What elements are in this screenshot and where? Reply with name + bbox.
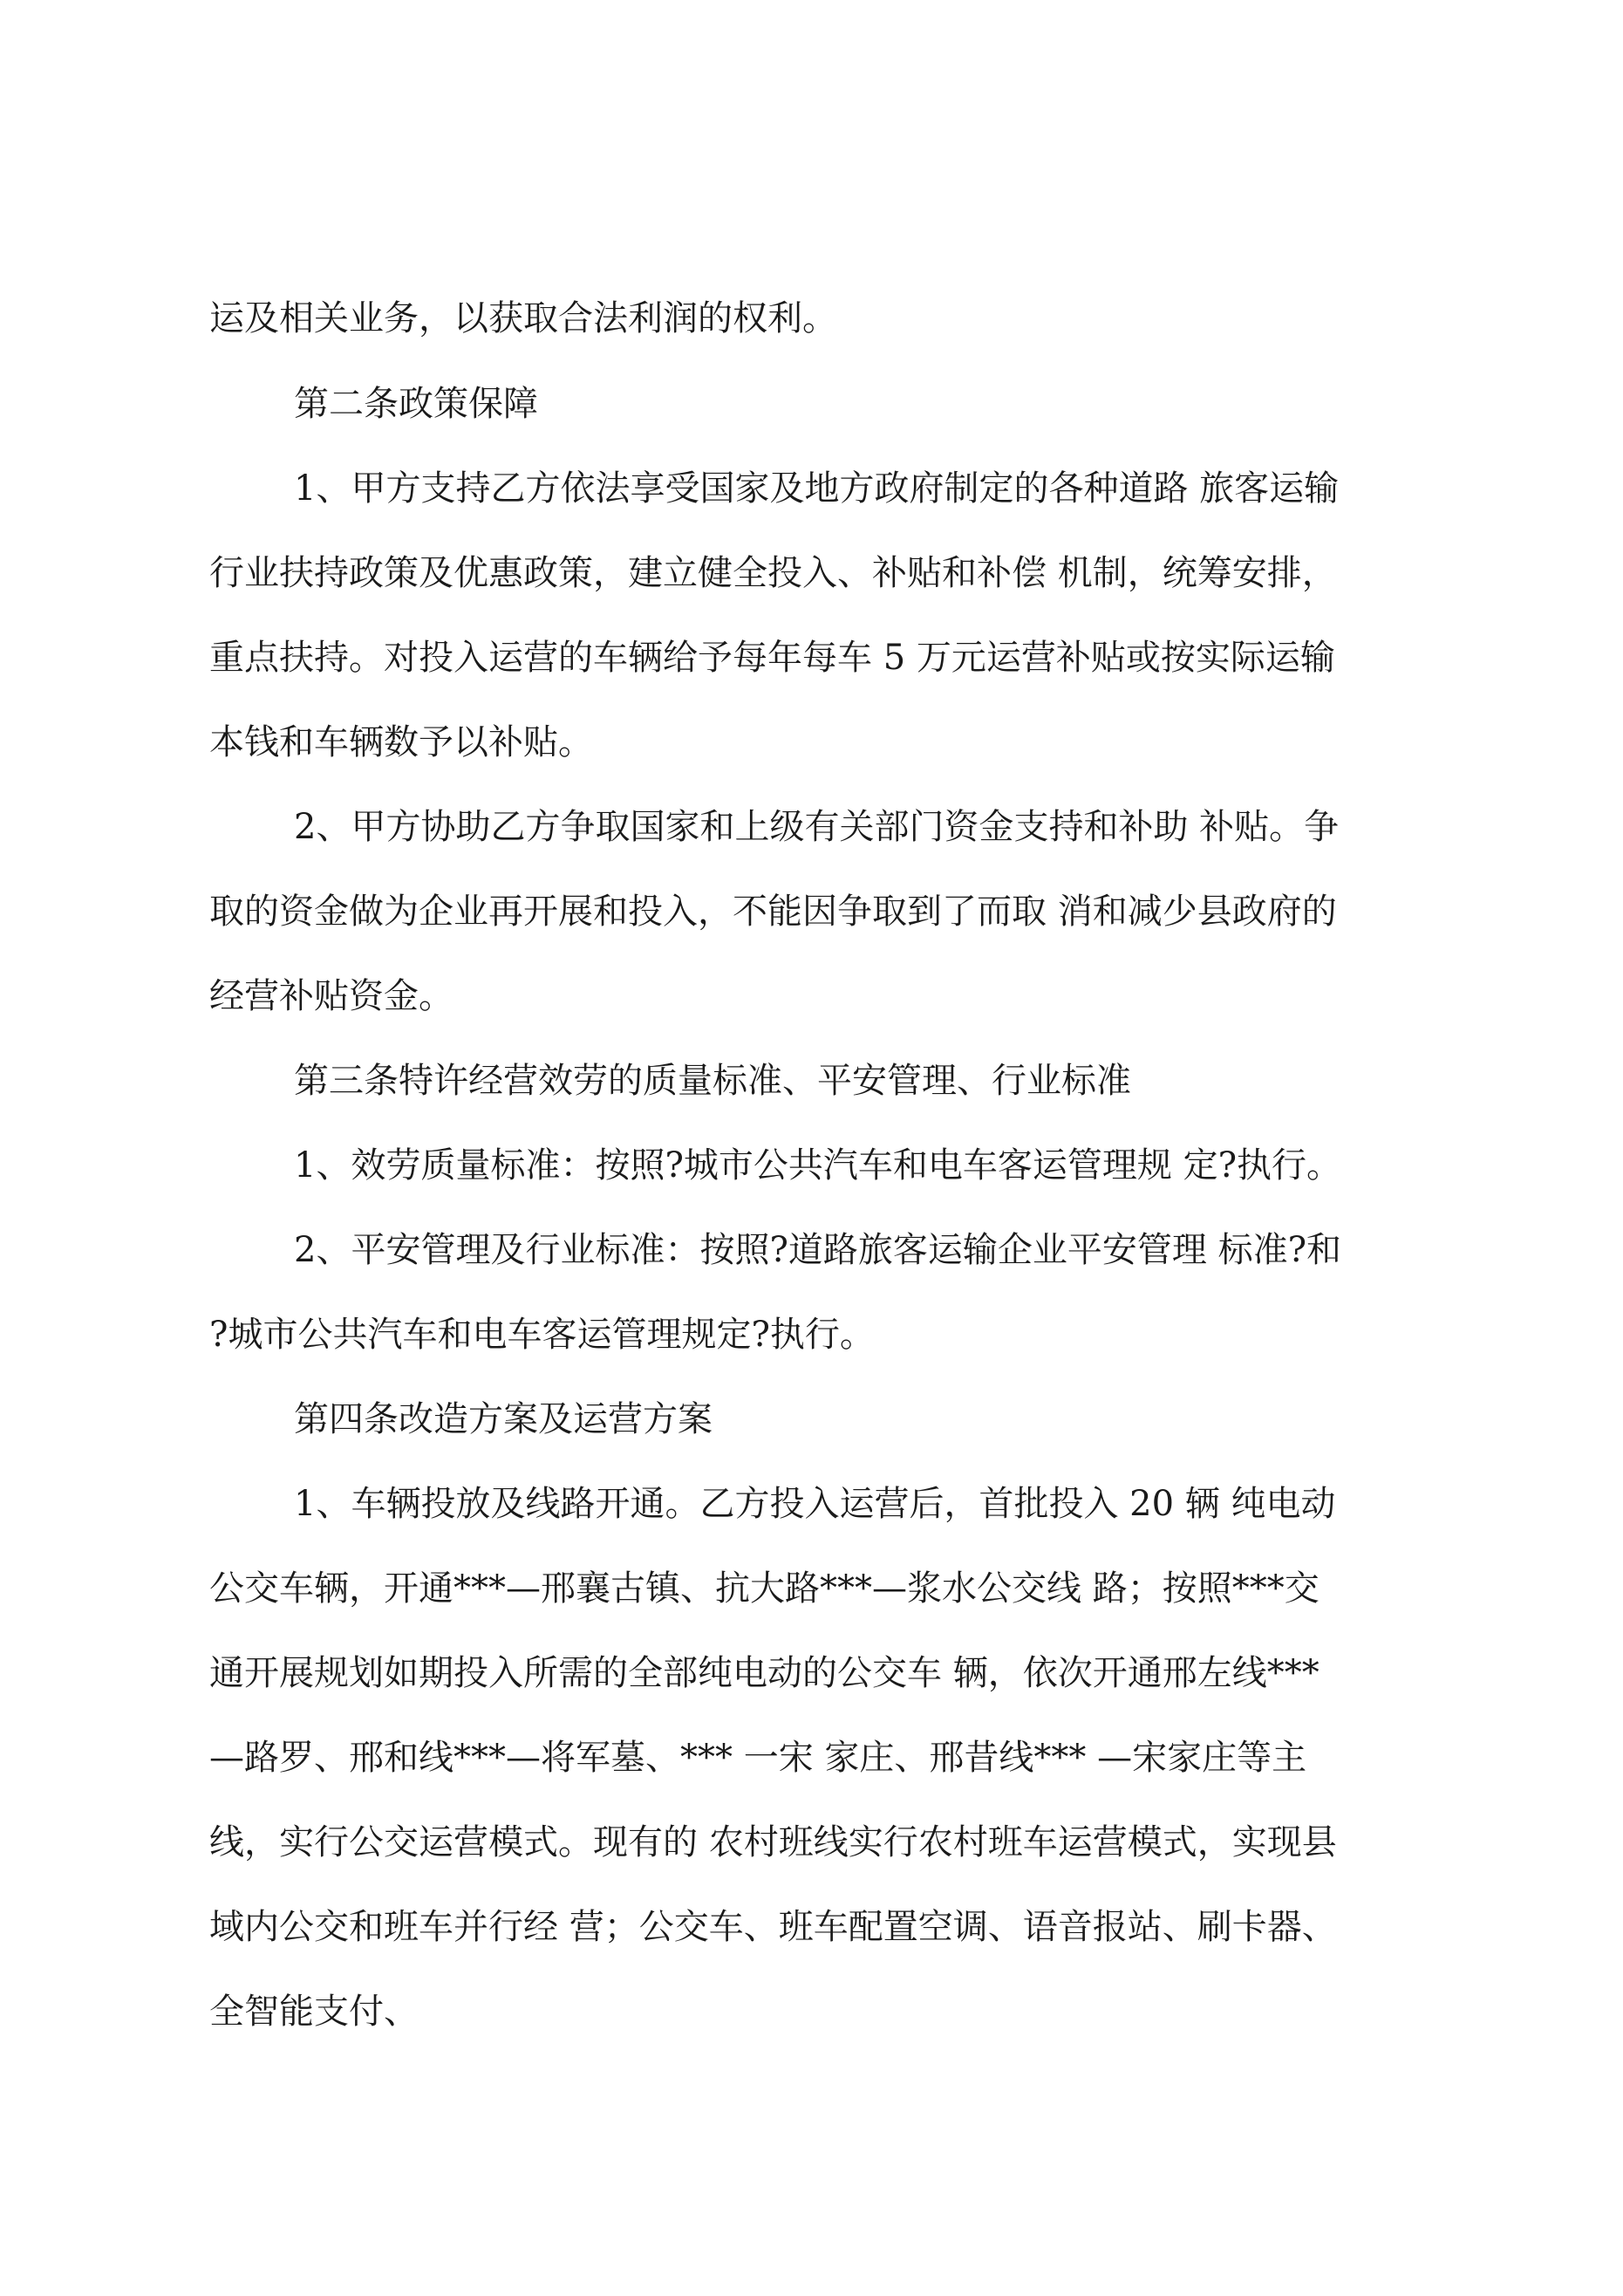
text-line: ?城市公共汽车和电车客运管理规定?执行。 [209, 1315, 875, 1355]
text-line: 重点扶持。对投入运营的车辆给予每年每车 5 万元运营补贴或按实际运输 [209, 638, 1335, 678]
text-line: 运及相关业务，以获取合法利润的权利。 [209, 298, 837, 338]
text-line: 本钱和车辆数予以补贴。 [209, 722, 593, 762]
section-heading: 第四条改造方案及运营方案 [294, 1399, 713, 1439]
text-line: 公交车辆，开通***—邢襄古镇、抗大路***—浆水公交线 路；按照***交 [209, 1568, 1320, 1609]
text-line: 1、甲方支持乙方依法享受国家及地方政府制定的各种道路 旅客运输 [294, 468, 1340, 509]
text-line: —路罗、邢和线***—将军墓、*** 一宋 家庄、邢昔线*** —宋家庄等主 [209, 1738, 1307, 1778]
text-line: 经营补贴资金。 [209, 976, 453, 1016]
text-line: 2、甲方协助乙方争取国家和上级有关部门资金支持和补助 补贴。争 [294, 807, 1340, 847]
text-line: 1、效劳质量标准：按照?城市公共汽车和电车客运管理规 定?执行。 [294, 1145, 1342, 1186]
text-line: 通开展规划如期投入所需的全部纯电动的公交车 辆，依次开通邢左线*** [209, 1653, 1320, 1693]
text-line: 2、平安管理及行业标准：按照?道路旅客运输企业平安管理 标准?和 [294, 1230, 1342, 1270]
text-line: 域内公交和班车并行经 营；公交车、班车配置空调、语音报站、刷卡器、 [209, 1907, 1337, 1947]
text-line: 1、车辆投放及线路开通。乙方投入运营后，首批投入 20 辆 纯电动 [294, 1484, 1336, 1524]
text-line: 取的资金做为企业再开展和投入，不能因争取到了而取 消和减少县政府的 [209, 892, 1337, 932]
section-heading: 第二条政策保障 [294, 384, 538, 424]
section-heading: 第三条特许经营效劳的质量标准、平安管理、行业标准 [294, 1061, 1131, 1101]
text-line: 全智能支付、 [209, 1992, 419, 2032]
text-line: 线，实行公交运营模式。现有的 农村班线实行农村班车运营模式，实现县 [209, 1822, 1337, 1862]
text-line: 行业扶持政策及优惠政策，建立健全投入、补贴和补偿 机制，统筹安排， [209, 553, 1337, 593]
